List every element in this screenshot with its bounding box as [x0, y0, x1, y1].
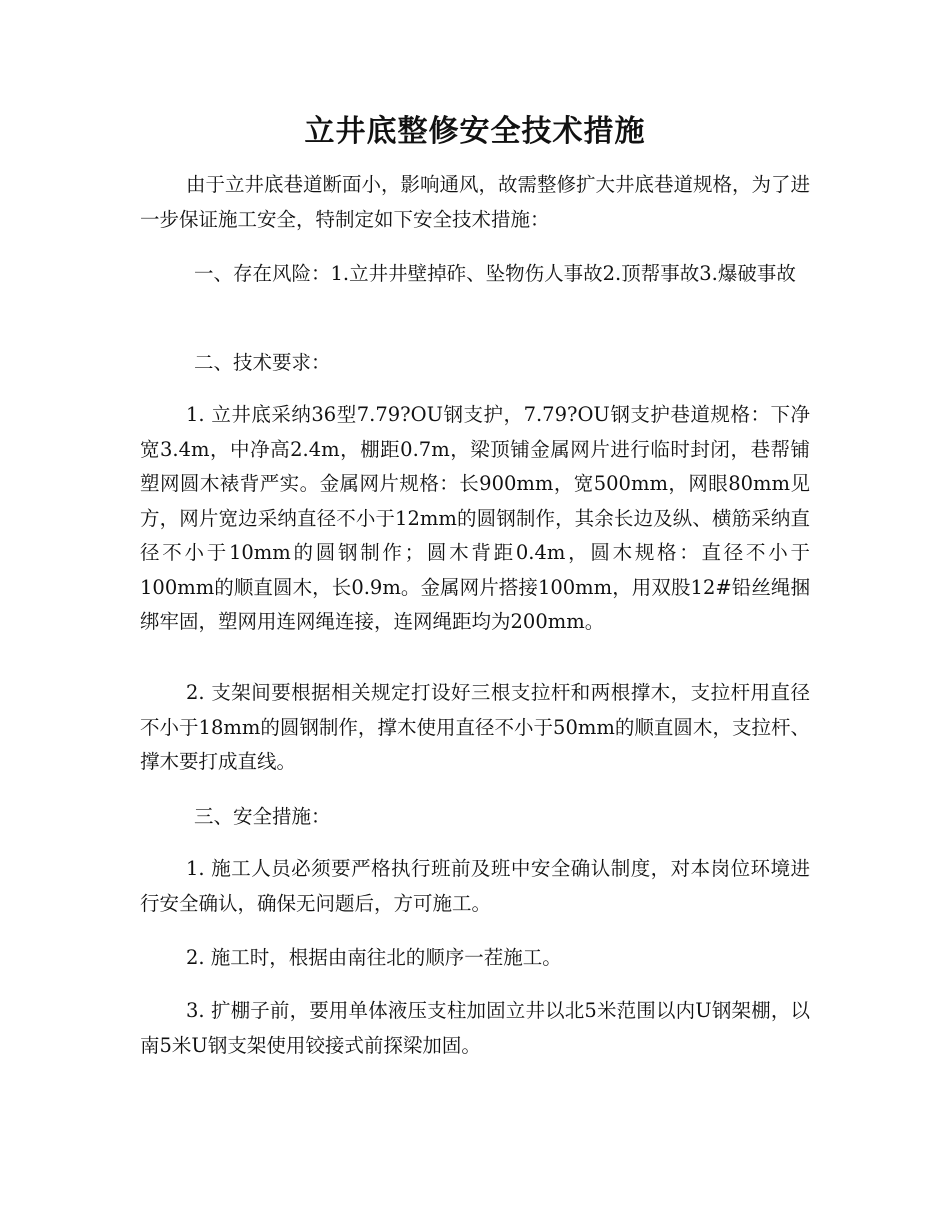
section-heading-technical: 二、技术要求：	[194, 351, 331, 374]
risk-paragraph: 一、存在风险：1.立井井壁掉砟、坠物伤人事故2.顶帮事故3.爆破事故	[194, 262, 796, 285]
safety-item-2: 2. 施工时，根据由南往北的顺序一茬施工。	[186, 946, 562, 969]
section-heading-safety: 三、安全措施：	[194, 805, 331, 828]
document-title: 立井底整修安全技术措施	[304, 114, 646, 149]
technical-item-2: 2. 支架间要根据相关规定打设好三根支拉杆和两根撑木，支拉杆用直径不小于18mm的圆钢制作，撑木使用直径不小于50mm的顺直圆木，支拉杆、撑木要打成直线。	[140, 681, 810, 773]
technical-item-1: 1. 立井底采纳36型7.79?OU钢支护，7.79?OU钢支护巷道规格：下净宽3.4m，中净高2.4m，棚距0.7m，梁顶铺金属网片进行临时封闭，巷帮铺塑网圆木裱背严实。金属网片规格：长900mm，宽500mm，网眼80mm见方，网片宽边采纳直径不小于12mm的圆钢制作，其余长边及纵、横筋采纳直径不小于10mm的圆钢制作；圆木背距0.4m，圆木规格：直径不小于100mm的顺直圆木，长0.9m。金属网片搭接100mm，用双股12#铅丝绳捆绑牢固，塑网用连网绳连接，连网绳距均为200mm。	[140, 403, 810, 633]
safety-item-1: 1. 施工人员必须要严格执行班前及班中安全确认制度，对本岗位环境进行安全确认，确保无问题后，方可施工。	[140, 857, 810, 915]
intro-paragraph: 由于立井底巷道断面小，影响通风，故需整修扩大井底巷道规格，为了进一步保证施工安全，特制定如下安全技术措施：	[140, 173, 811, 231]
safety-item-3: 3. 扩棚子前，要用单体液压支柱加固立井以北5米范围以内U钢架棚，以南5米U钢支架使用铰接式前探梁加固。	[140, 999, 810, 1057]
